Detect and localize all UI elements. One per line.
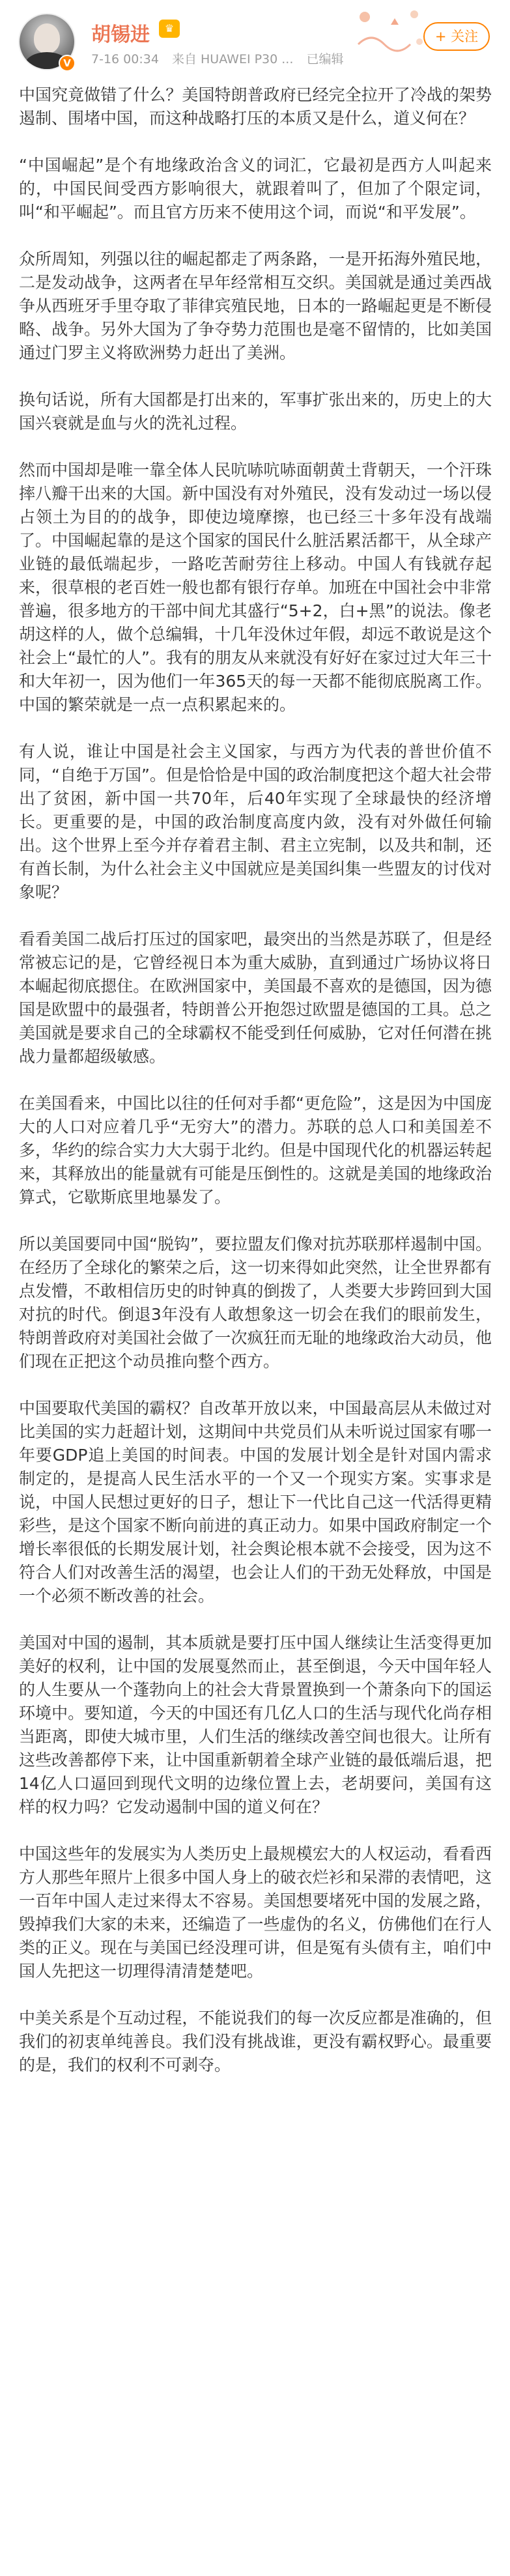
verified-badge-icon: V (59, 55, 76, 72)
crown-icon: ♛ (159, 20, 180, 38)
post-paragraph: 众所周知，列强以往的崛起都走了两条路，一是开拓海外殖民地，二是发动战争，这两者在早年经常相互交织。美国就是通过美西战争从西班牙手里夺取了菲律宾殖民地，日本的一路崛起更是不断侵略、战争。另外大国为了争夺势力范围也是毫不留情的，比如美国通过门罗主义将欧洲势力赶出了美洲。 (19, 250, 492, 362)
post-paragraph: 有人说，谁让中国是社会主义国家，与西方为代表的普世价值不同，“自绝于万国”。但是恰恰是中国的政治制度把这个超大社会带出了贫困，新中国一共70年，后40年实现了全球最快的经济增长。更重要的是，中国的政治制度高度内敛，没有对外做任何输出。这个世界上至今并存着君主制、君主立宪制，以及共和制，还有酋长制，为什么社会主义中国就应是美国纠集一些盟友的讨伐对象呢？ (19, 742, 492, 902)
edited-label[interactable]: 已编辑 (306, 52, 344, 66)
post-paragraph: 中国这些年的发展实为人类历史上最规模宏大的人权运动，看看西方人那些年照片上很多中国人身上的破衣烂衫和呆滞的表情吧，这一百年中国人走过来得太不容易。美国想要堵死中国的发展之路，毁掉我们大家的未来，还编造了一些虚伪的名义，仿佛他们在行人类的正义。现在与美国已经没理可讲，但是冤有头债有主，咱们中国人先把这一切理得清清楚楚吧。 (19, 1844, 492, 1981)
post-meta (91, 50, 352, 67)
post-paragraph: 然而中国却是唯一靠全体人民吭哧吭哧面朝黄土背朝天，一个汗珠摔八瓣干出来的大国。新中国没有对外殖民，没有发动过一场以侵占领土为目的的战争，即使边境摩擦，也已经三十多年没有战端了。中国崛起靠的是这个国家的国民什么脏活累活都干，从全球产业链的最低端起步，一路吃苦耐劳往上移动。中国人有钱就存起来，很草根的老百姓一般也都有银行存单。加班在中国社会中非常普遍，很多地方的干部中间尤其盛行“5+2，白+黑”的说法。像老胡这样的人，做个总编辑，十几年没休过年假，却远不敢说是这个社会上“最忙的人”。我有的朋友从来就没有好好在家过过大年三十和大年初一，因为他们一年365天的每一天都不能彻底脱离工作。中国的繁荣就是一点一点积累起来的。 (19, 461, 492, 714)
post-paragraph: 所以美国要同中国“脱钩”，要拉盟友们像对抗苏联那样遏制中国。在经历了全球化的繁荣之后，这一切来得如此突然，让全世界都有点发懵，不敢相信历史的时钟真的倒拨了，人类要大步跨回到大国对抗的时代。倒退3年没有人敢想象这一切会在我们的眼前发生，特朗普政府对美国社会做了一次疯狂而无耻的地缘政治大动员，他们现在正把这个动员推向整个西方。 (19, 1235, 492, 1371)
follow-button[interactable]: + 关注 (423, 22, 490, 51)
post-header (0, 0, 510, 83)
post-time[interactable]: 7-16 00:34 (91, 52, 159, 66)
post-body (19, 83, 492, 2077)
post-paragraph: 换句话说，所有大国都是打出来的，军事扩张出来的，历史上的大国兴衰就是血与火的洗礼过程。 (19, 390, 492, 433)
post-paragraph: 中国要取代美国的霸权？自改革开放以来，中国最高层从未做过对比美国的实力赶超计划，这期间中共党员们从未听说过国家有哪一年要GDP追上美国的时间表。中国的发展计划全是针对国内需求制定的，是提高人民生活水平的一个又一个现实方案。实事求是说，中国人民想过更好的日子，想让下一代比自己这一代活得更精彩些，是这个国家不断向前进的真正动力。如果中国政府制定一个增长率很低的长期发展计划，社会舆论根本就不会接受，因为这不符合人们对改善生活的渴望，也会让人们的干劲无处释放，中国是一个必须不断改善的社会。 (19, 1399, 492, 1605)
post-paragraph: 美国对中国的遏制，其本质就是要打压中国人继续让生活变得更加美好的权利，让中国的发展戛然而止，甚至倒退，今天中国年轻人的人生要从一个蓬勃向上的社会大背景置换到一个萧条向下的国运环境中。要知道，今天的中国还有几亿人口的生活与现代化尚存相当距离，即使大城市里，人们生活的继续改善空间也很大。让所有这些改善都停下来，让中国重新朝着全球产业链的最低端后退，把14亿人口逼回到现代文明的边缘位置上去，老胡要问，美国有这样的权力吗？它发动遏制中国的道义何在？ (19, 1633, 492, 1816)
avatar-face (34, 23, 60, 53)
post-paragraph: 看看美国二战后打压过的国家吧，最突出的当然是苏联了，但是经常被忘记的是，它曾经视日本为重大威胁，直到通过广场协议将日本崛起彻底摁住。在欧洲国家中，美国最不喜欢的是德国，因为德国是欧盟中的最强者，特朗普公开抱怨过欧盟是德国的工具。总之美国就是要求自己的全球霸权不能受到任何威胁，它对任何潜在挑战力量都超级敏感。 (19, 930, 492, 1066)
user-name[interactable]: 胡锡进 (91, 23, 150, 46)
post-paragraph: 中国究竟做错了什么？美国特朗普政府已经完全拉开了冷战的架势遏制、围堵中国，而这种战略打压的本质又是什么，道义何在？ (19, 85, 492, 128)
post-paragraph: 中美关系是个互动过程，不能说我们的每一次反应都是准确的，但我们的初衷单纯善良。我们没有挑战谁，更没有霸权野心。最重要的是，我们的权利不可剥夺。 (19, 2009, 492, 2074)
post-paragraph: 在美国看来，中国比以往的任何对手都“更危险”，这是因为中国庞大的人口对应着几乎“无穷大”的潜力。苏联的总人口和美国差不多，华约的综合实力大大弱于北约。但是中国现代化的机器运转起来，其释放出的能量就有可能是压倒性的。这就是美国的地缘政治算式，它歇斯底里地暴发了。 (19, 1094, 492, 1207)
post-source: 来自 HUAWEI P30 ... (171, 52, 294, 66)
post-paragraph: “中国崛起”是个有地缘政治含义的词汇，它最初是西方人叫起来的，中国民间受西方影响很大，就跟着叫了，但加了个限定词，叫“和平崛起”。而且官方历来不使用这个词，而说“和平发展”。 (19, 156, 492, 222)
decoration-icon (352, 5, 430, 60)
